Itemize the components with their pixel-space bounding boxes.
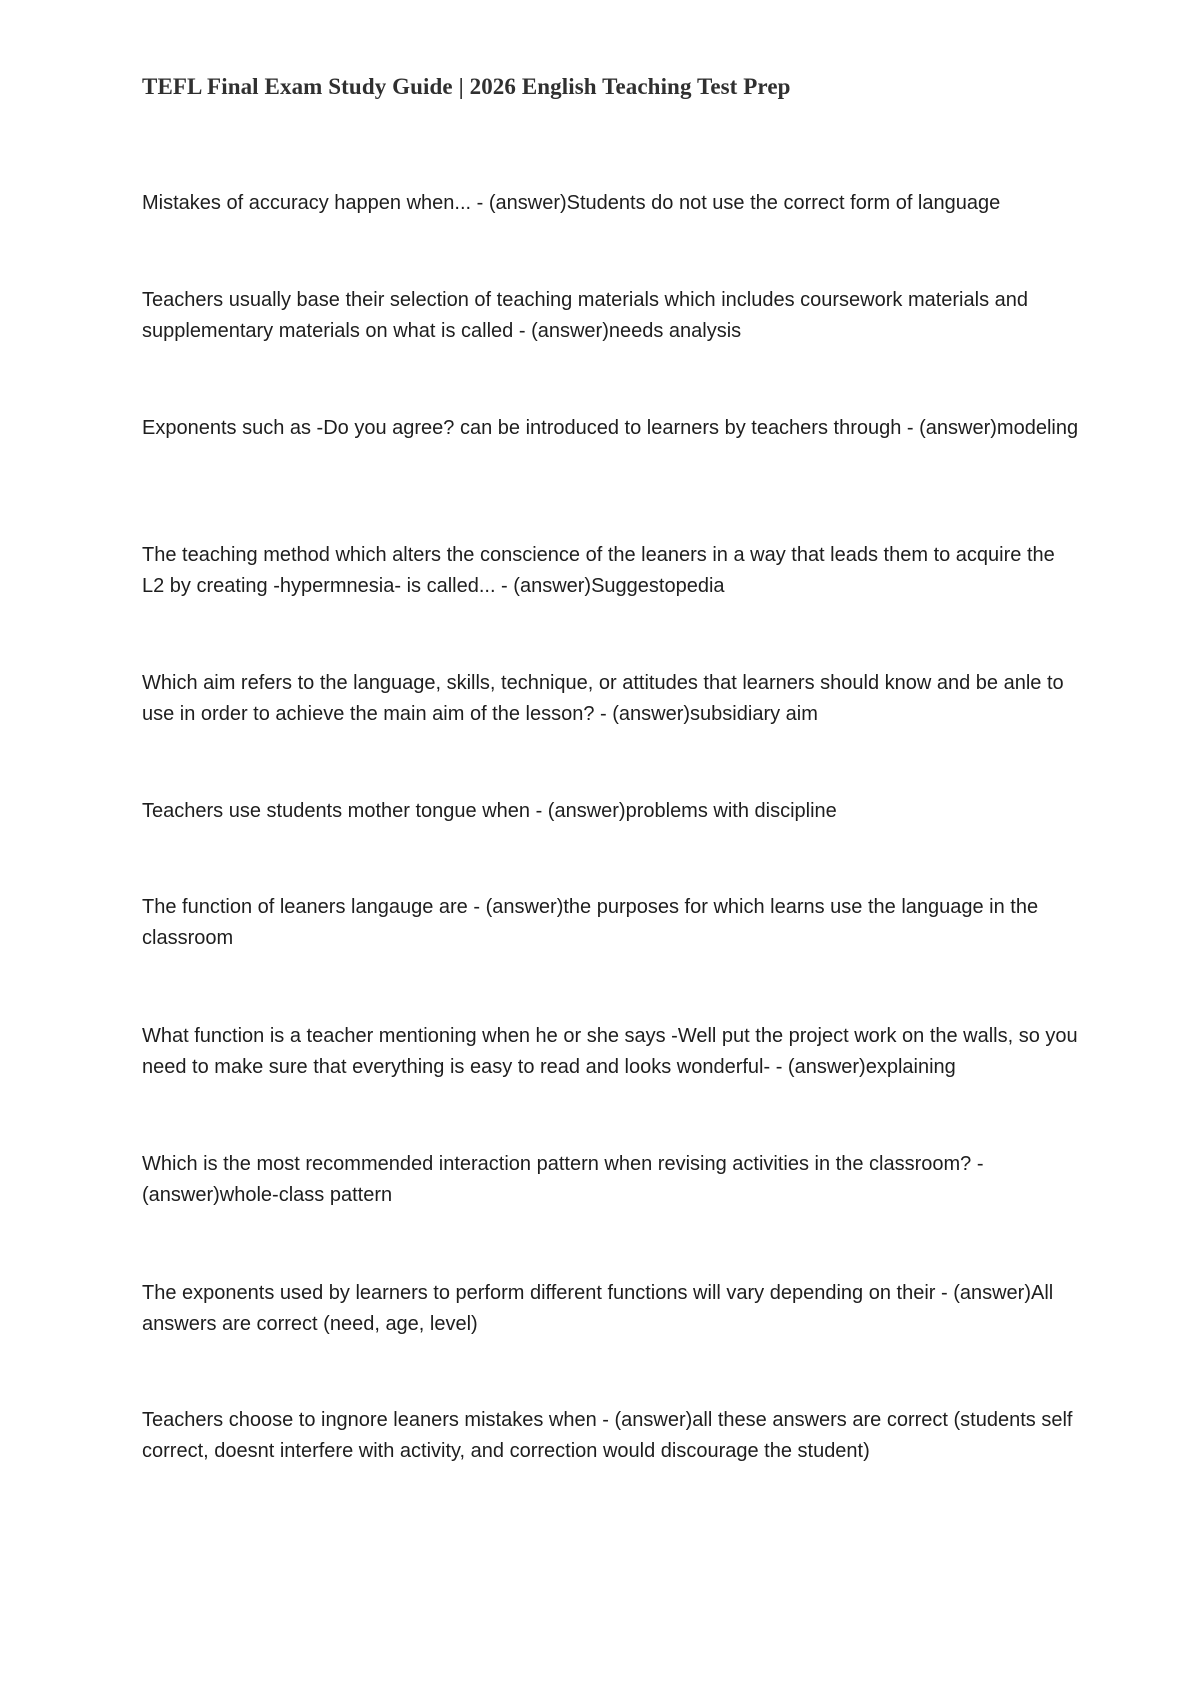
answer-text: (answer)explaining xyxy=(787,1056,956,1078)
answer-text: (answer)problems with discipline xyxy=(547,800,837,822)
question-text: Which aim refers to the language, skills, technique, or attitudes that learners should know and be anle to use in order to achieve the main aim of the lesson? - xyxy=(142,672,1064,725)
qa-item-6 xyxy=(142,796,1082,827)
document-title: TEFL Final Exam Study Guide | 2026 English Teaching Test Prep xyxy=(142,74,791,99)
answer-text: (answer)whole-class pattern xyxy=(142,1184,393,1206)
qa-item-5 xyxy=(142,668,1082,730)
answer-text: (answer)All answers are correct (need, age, level) xyxy=(142,1282,1054,1335)
qa-item-7 xyxy=(142,892,1082,954)
question-text: The function of leaners langauge are - xyxy=(142,896,486,918)
qa-item-4 xyxy=(142,540,1082,602)
answer-text: (answer)the purposes for which learns use the language in the classroom xyxy=(142,896,1039,949)
question-text: The teaching method which alters the conscience of the leaners in a way that leads them to acquire the L2 by creating -hypermnesia- is called... - xyxy=(142,544,1055,597)
qa-item-1 xyxy=(142,188,1082,219)
answer-text: (answer)subsidiary aim xyxy=(612,703,818,725)
question-text: Teachers usually base their selection of teaching materials which includes coursework materials and supplementary materials on what is called - xyxy=(142,289,1028,342)
qa-item-9 xyxy=(142,1149,1082,1211)
question-text: Teachers use students mother tongue when - xyxy=(142,800,548,822)
question-text: Mistakes of accuracy happen when... - xyxy=(142,192,489,214)
qa-item-11 xyxy=(142,1405,1082,1467)
qa-item-8 xyxy=(142,1021,1082,1083)
answer-text: (answer)Students do not use the correct form of language xyxy=(488,192,1001,214)
answer-text: (answer)Suggestopedia xyxy=(513,575,725,597)
question-text: What function is a teacher mentioning when he or she says -Well put the project work on the walls, so you need to make sure that everything is easy to read and looks wonderful- - xyxy=(142,1025,1078,1078)
answer-text: (answer)all these answers are correct (students self correct, doesnt interfere with activity, and correction would discourage the student) xyxy=(142,1409,1073,1462)
answer-text: (answer)needs analysis xyxy=(531,320,742,342)
question-text: Teachers choose to ingnore leaners mistakes when - xyxy=(142,1409,615,1431)
question-text: Exponents such as -Do you agree? can be introduced to learners by teachers through - xyxy=(142,417,920,439)
qa-item-2 xyxy=(142,285,1082,347)
question-text: Which is the most recommended interaction pattern when revising activities in the classroom? - xyxy=(142,1153,984,1175)
answer-text: (answer)modeling xyxy=(919,417,1079,439)
qa-item-10 xyxy=(142,1278,1082,1340)
question-text: The exponents used by learners to perform different functions will vary depending on their - xyxy=(142,1282,954,1304)
qa-item-3 xyxy=(142,413,1082,444)
